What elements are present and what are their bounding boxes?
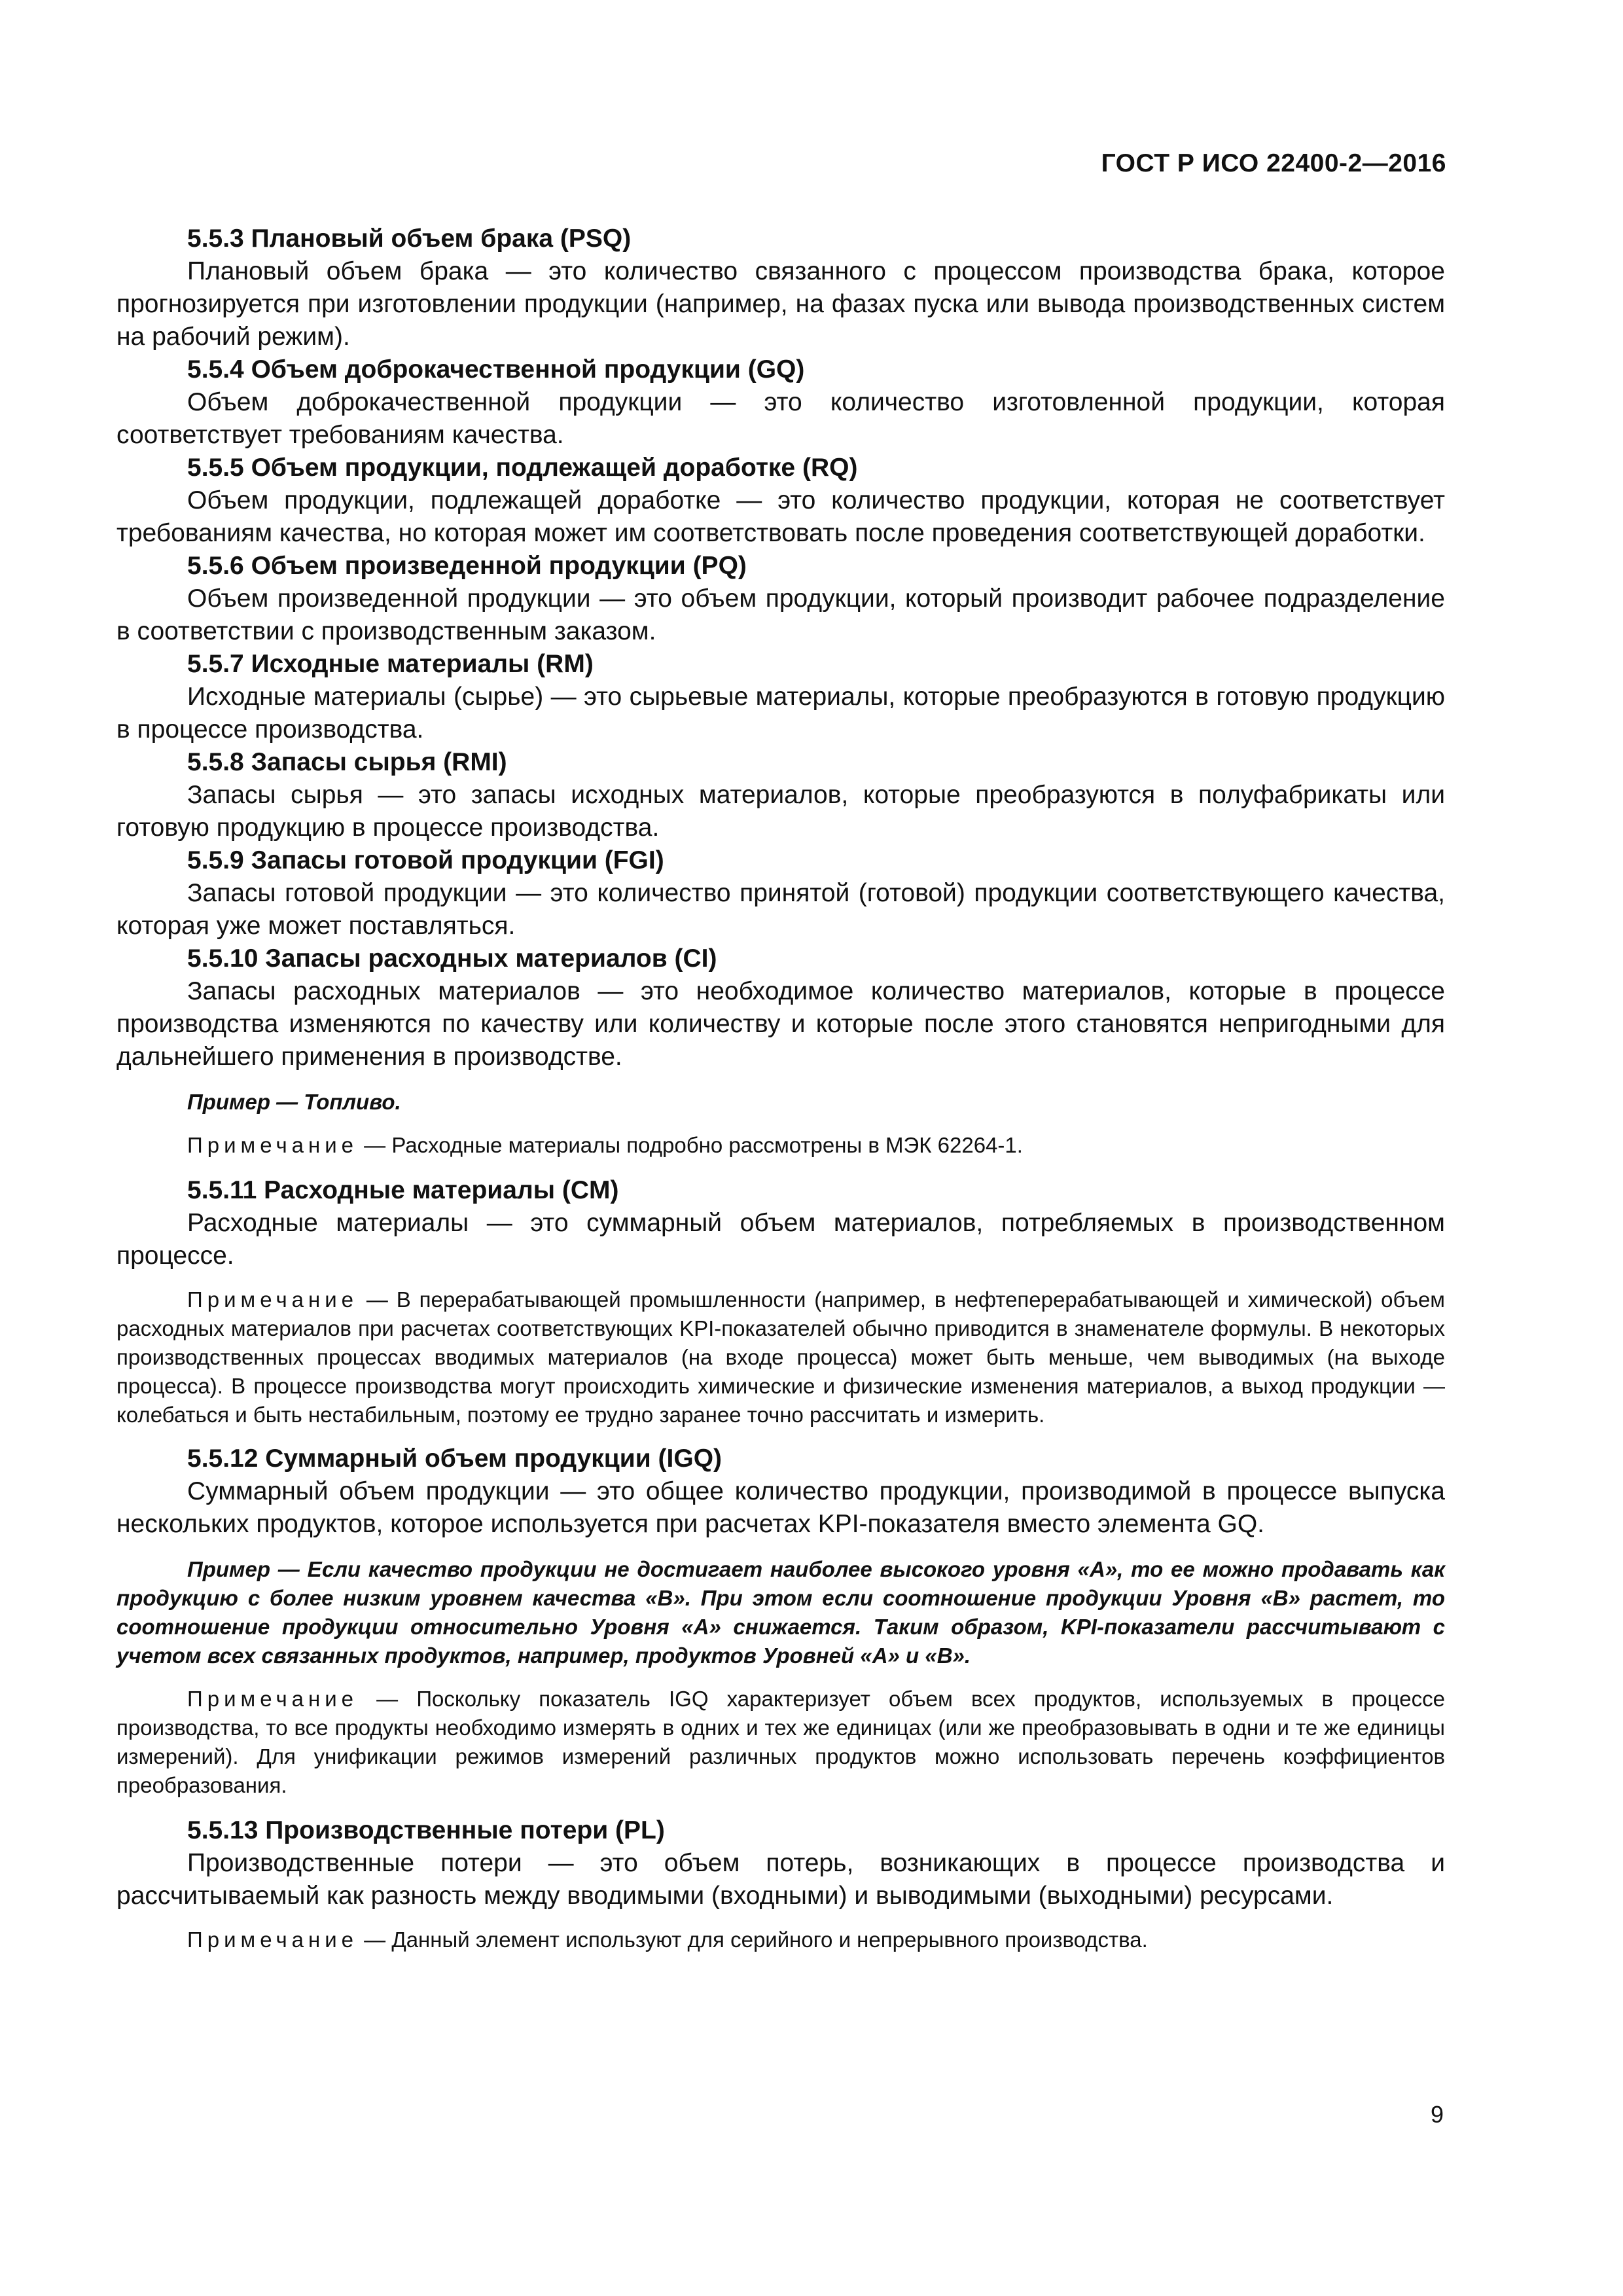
note-label: Примечание xyxy=(187,1928,359,1952)
section-heading: 5.5.13 Производственные потери (PL) xyxy=(187,1816,665,1844)
section-text: Плановый объем брака — это количество связанного с процессом производства брака, которое прогнозируется при изготовлении продукции (например, на фазах пуска или вывода производственных систем на рабочий режим). xyxy=(116,257,1445,351)
section-heading: 5.5.10 Запасы расходных материалов (CI) xyxy=(187,944,717,973)
section-heading: 5.5.5 Объем продукции, подлежащей доработке (RQ) xyxy=(187,454,858,482)
section-text: Объем доброкачественной продукции — это количество изготовленной продукции, которая соответствует требованиям качества. xyxy=(116,388,1445,449)
section-heading: 5.5.6 Объем произведенной продукции (PQ) xyxy=(187,552,747,580)
section-heading: 5.5.4 Объем доброкачественной продукции (GQ) xyxy=(187,355,805,384)
section-heading: 5.5.8 Запасы сырья (RMI) xyxy=(187,748,507,776)
section-text: Производственные потери — это объем потерь, возникающих в процессе производства и рассчитываемый как разность между вводимыми (входными) и выводимыми (выходными) ресурсами. xyxy=(116,1849,1445,1910)
section-heading: 5.5.9 Запасы готовой продукции (FGI) xyxy=(187,846,664,874)
note xyxy=(116,1926,1445,1954)
document-header: ГОСТ Р ИСО 22400-2—2016 xyxy=(1101,149,1446,177)
section-heading: 5.5.11 Расходные материалы (CM) xyxy=(187,1176,619,1204)
section-text: Запасы готовой продукции — это количество принятой (готовой) продукции соответствующего качества, которая уже может поставляться. xyxy=(116,879,1445,940)
document-body xyxy=(116,223,1445,1967)
note-label: Примечание xyxy=(187,1287,359,1312)
section-text: Исходные материалы (сырье) — это сырьевые материалы, которые преобразуются в готовую продукцию в процессе производства. xyxy=(116,683,1445,744)
section-text: Расходные материалы — это суммарный объем материалов, потребляемых в производственном процессе. xyxy=(116,1209,1445,1270)
note xyxy=(116,1285,1445,1429)
page-number: 9 xyxy=(1430,2101,1444,2128)
section-text: Объем произведенной продукции — это объем продукции, который производит рабочее подразделение в соответствии с производственным заказом. xyxy=(116,584,1445,645)
section-heading: 5.5.3 Плановый объем брака (PSQ) xyxy=(187,224,632,253)
section-text: Запасы сырья — это запасы исходных материалов, которые преобразуются в полуфабрикаты или готовую продукцию в процессе производства. xyxy=(116,781,1445,842)
section-text: Объем продукции, подлежащей доработке — это количество продукции, которая не соответствует требованиям качества, но которая может им соответствовать после проведения соответствующей доработки. xyxy=(116,486,1445,547)
note xyxy=(116,1131,1445,1160)
note-text: — Данный элемент используют для серийного и непрерывного производства. xyxy=(358,1928,1148,1952)
note-text: — Поскольку показатель IGQ характеризует объем всех продуктов, используемых в процессе производства, то все продукты необходимо измерять в одних и тех же единицах (или же преобразовывать в одни и те же единицы измерений). Для унификации режимов измерений различных продуктов можно использовать перечень коэффициентов преобразования. xyxy=(116,1687,1445,1797)
section-text: Суммарный объем продукции — это общее количество продукции, производимой в процессе выпуска нескольких продуктов, которое используется при расчетах KPI-показателя вместо элемента GQ. xyxy=(116,1477,1445,1538)
note-text: — Расходные материалы подробно рассмотрены в МЭК 62264-1. xyxy=(358,1133,1023,1157)
section-heading: 5.5.12 Суммарный объем продукции (IGQ) xyxy=(187,1444,722,1473)
note-text: — В перерабатывающей промышленности (например, в нефтеперерабатывающей и химической) объем расходных материалов при расчетах соответствующих KPI-показателей обычно приводится в знаменателе формулы. В некоторых производственных процессах вводимых материалов (на входе процесса) может быть меньше, чем выводимых (на выходе процесса). В процессе производства могут происходить химические и физические изменения материалов, а выход продукции — колебаться и быть нестабильным, поэтому ее трудно заранее точно рассчитать и измерить. xyxy=(116,1287,1445,1427)
note-label: Примечание xyxy=(187,1687,359,1711)
note xyxy=(116,1685,1445,1800)
section-heading: 5.5.7 Исходные материалы (RM) xyxy=(187,650,594,678)
example-text: Пример — Если качество продукции не достигает наиболее высокого уровня «А», то ее можно продавать как продукцию с более низким уровнем качества «В». При этом если соотношение продукции Уровня «В» растет, то соотношение продукции относительно Уровня «А» снижается. Таким образом, KPI-показатели рассчитывают с учетом всех связанных продуктов, например, продуктов Уровней «А» и «В». xyxy=(116,1557,1445,1668)
section-text: Запасы расходных материалов — это необходимое количество материалов, которые в процессе производства изменяются по качеству или количеству и которые после этого становятся непригодными для дальнейшего применения в производстве. xyxy=(116,977,1445,1071)
note-label: Примечание xyxy=(187,1133,359,1157)
example-text: Пример — Топливо. xyxy=(187,1090,401,1114)
